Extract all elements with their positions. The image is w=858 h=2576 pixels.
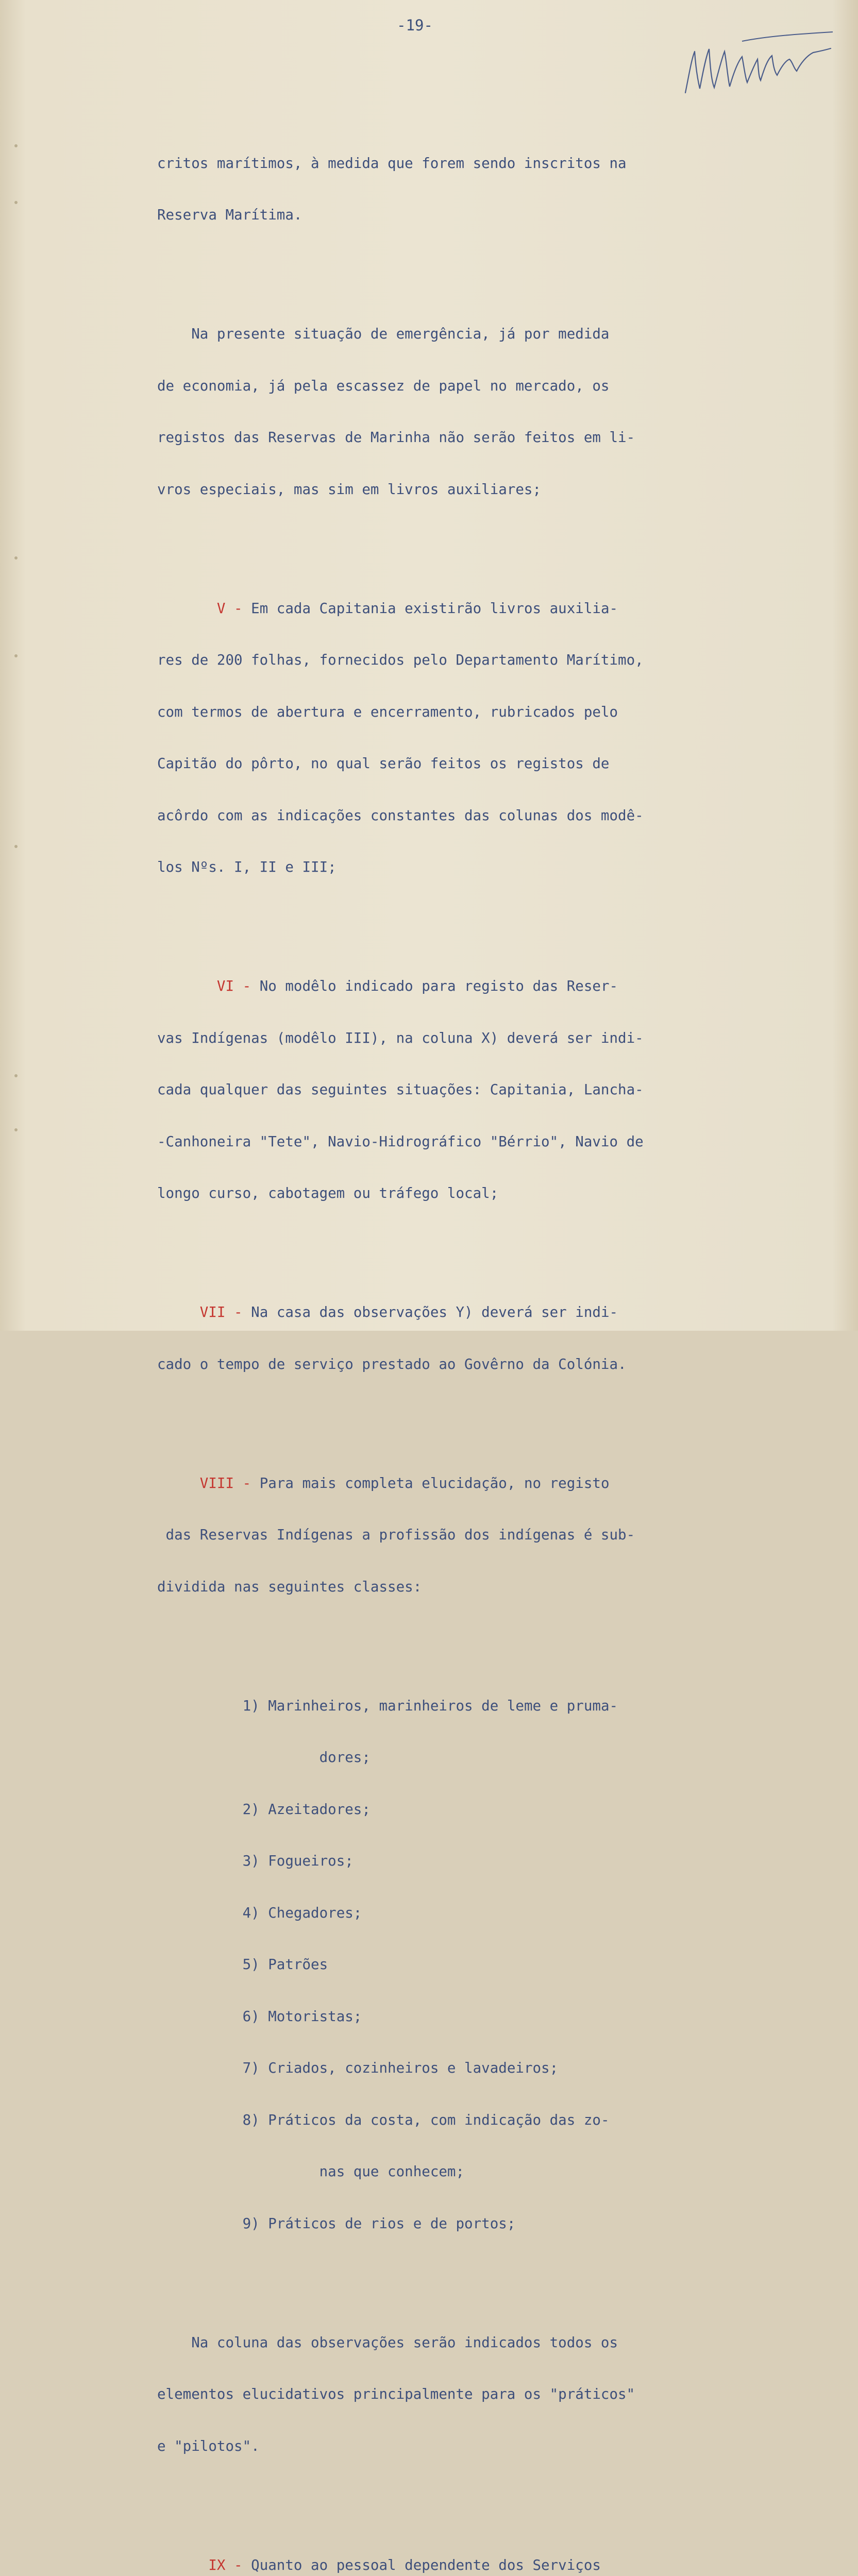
text-line: dividida nas seguintes classes:	[157, 1578, 422, 1595]
text-line: critos marítimos, à medida que forem sendo inscritos na	[157, 155, 627, 172]
text-line: los Nºs. I, II e III;	[157, 859, 337, 875]
list-item: 7) Criados, cozinheiros e lavadeiros;	[242, 2060, 559, 2076]
text-line: com termos de abertura e encerramento, rubricados pelo	[157, 703, 618, 720]
text-line: res de 200 folhas, fornecidos pelo Departamento Marítimo,	[157, 652, 644, 668]
text-line: Na presente situação de emergência, já por medida	[157, 326, 610, 342]
text-line: acôrdo com as indicações constantes das colunas dos modê-	[157, 807, 644, 824]
list-item: 2) Azeitadores;	[242, 1801, 371, 1818]
section-number: VI -	[216, 978, 251, 994]
section-number: VII -	[199, 1304, 243, 1320]
text-line: Reserva Marítima.	[157, 207, 302, 223]
handwritten-signature	[680, 31, 835, 98]
text-line: VIII - Para mais completa elucidação, no registo	[199, 1475, 610, 1492]
list-item: 6) Motoristas;	[242, 2008, 362, 2025]
text-line: Na coluna das observações serão indicados todos os	[157, 2334, 618, 2351]
page-number: -19-	[397, 16, 433, 34]
text-line: cado o tempo de serviço prestado ao Govêrno da Colónia.	[157, 1355, 627, 1372]
list-item: 1) Marinheiros, marinheiros de leme e pruma-	[242, 1697, 618, 1714]
text-line: das Reservas Indígenas a profissão dos indígenas é sub-	[157, 1527, 635, 1543]
text-line: VII - Na casa das observações Y) deverá ser indi-	[199, 1304, 618, 1320]
text-line: V - Em cada Capitania existirão livros auxilia-	[216, 600, 618, 617]
text-line: vros especiais, mas sim em livros auxiliares;	[157, 481, 542, 498]
list-item: nas que conhecem;	[242, 2163, 465, 2180]
text-line: elementos elucidativos principalmente para os "práticos"	[157, 2386, 635, 2402]
section-number: V -	[216, 600, 243, 617]
list-item: 4) Chegadores;	[242, 1904, 362, 1921]
section-number: IX -	[208, 2556, 243, 2573]
text-line: de economia, já pela escassez de papel no mercado, os	[157, 377, 610, 394]
list-item: 9) Práticos de rios e de portos;	[242, 2215, 516, 2232]
section-number: VIII -	[199, 1475, 251, 1492]
list-item: 3) Fogueiros;	[242, 1853, 354, 1869]
list-item: dores;	[242, 1749, 371, 1766]
text-line: IX - Quanto ao pessoal dependente dos Serviços	[208, 2556, 601, 2573]
text-line: longo curso, cabotagem ou tráfego local;	[157, 1185, 499, 1201]
text-line: VI - No modêlo indicado para registo das Reser-	[216, 978, 618, 994]
text-line: registos das Reservas de Marinha não serão feitos em li-	[157, 429, 635, 446]
text-line: e "pilotos".	[157, 2437, 260, 2454]
text-line: vas Indígenas (modêlo III), na coluna X) deverá ser indi-	[157, 1029, 644, 1046]
list-item: 5) Patrões	[242, 1956, 328, 1973]
typed-body	[157, 103, 750, 2576]
text-line: cada qualquer das seguintes situações: Capitania, Lancha-	[157, 1081, 644, 1098]
text-line: -Canhoneira "Tete", Navio-Hidrográfico "Bérrio", Navio de	[157, 1133, 644, 1150]
list-item: 8) Práticos da costa, com indicação das zo-	[242, 2111, 610, 2128]
text-line: Capitão do pôrto, no qual serão feitos os registos de	[157, 755, 610, 772]
